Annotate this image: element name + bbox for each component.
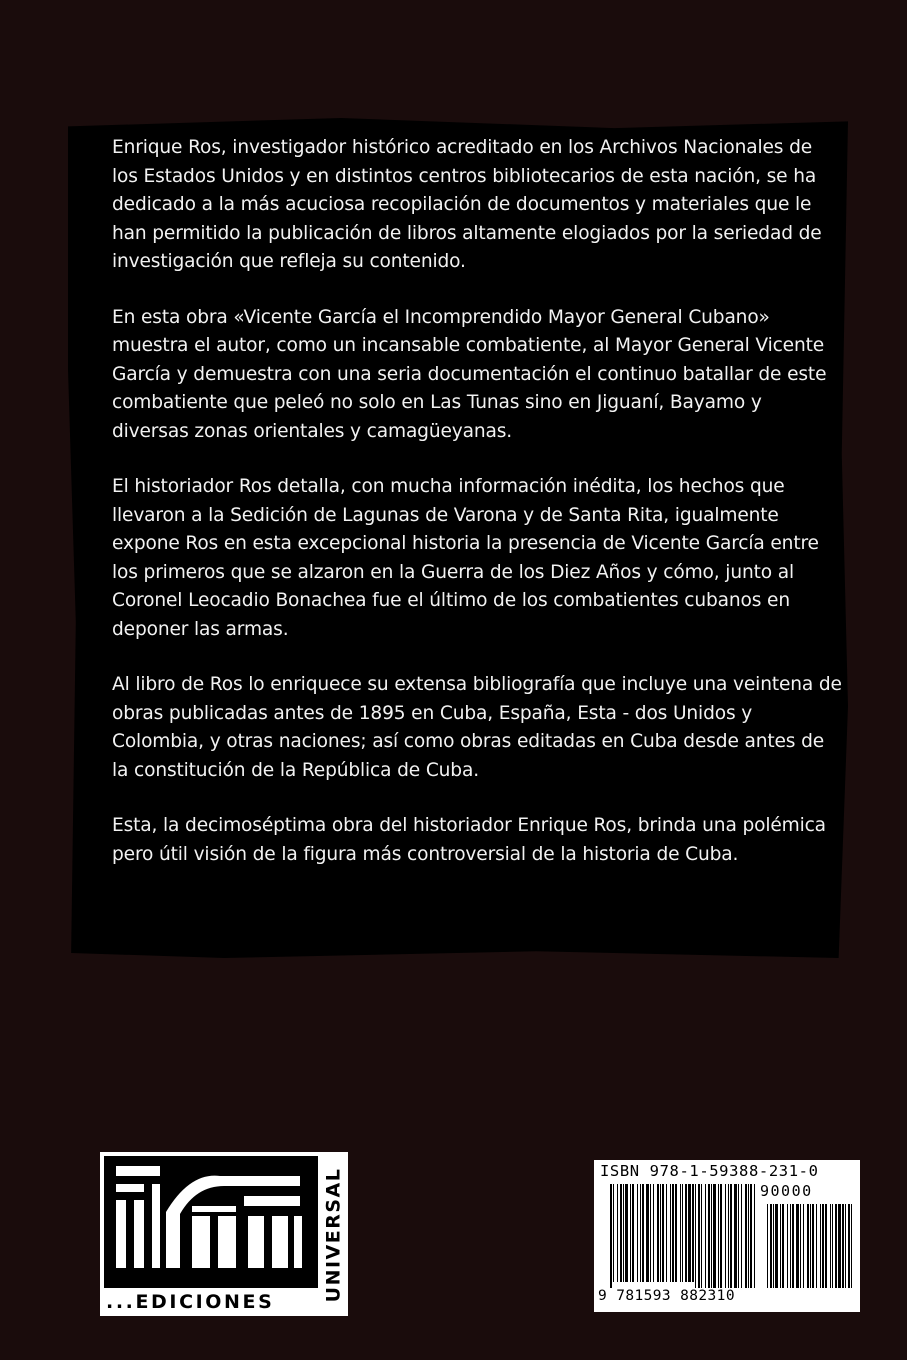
blurb-paragraph-5: Esta, la decimoséptima obra del historiador Enrique Ros, brinda una polémica pero útil visión de la figura más controversial de la historia de Cuba. xyxy=(112,815,826,865)
isbn-barcode xyxy=(594,1160,860,1312)
blurb-paragraph-4: Al libro de Ros lo enriquece su extensa bibliografía que incluye una veintena de obras publicadas antes de 1895 en Cuba, España, Esta - dos Unidos y Colombia, y otras naciones; así como obras editadas en Cuba desde antes de la constitución de la República de Cuba. xyxy=(112,674,842,781)
barcode-addon-number: 90000 xyxy=(760,1182,813,1200)
publisher-emblem-icon xyxy=(100,1152,320,1292)
blurb-paragraph-1: Enrique Ros, investigador histórico acreditado en los Archivos Nacionales de los Estados Unidos y en distintos centros bibliotecarios de esta nación, se ha dedicado a la más acuciosa recopilación de documentos y materiales que le han permitido la publicación de libros altamente elogiados por la seriedad de investigación que refleja su contenido. xyxy=(112,137,822,272)
publisher-logo xyxy=(100,1152,348,1316)
barcode-digits: 9 781593 882310 xyxy=(598,1288,735,1304)
publisher-name-vertical: UNIVERSAL xyxy=(322,1167,344,1303)
back-cover-blurb xyxy=(112,134,842,896)
blurb-paragraph-3: El historiador Ros detalla, con mucha información inédita, los hechos que llevaron a la Sedición de Lagunas de Varona y de Santa Rita, igualmente expone Ros en esta excepcional historia la presencia de Vicente García entre los primeros que se alzaron en la Guerra de los Diez Años y cómo, junto al Coronel Leocadio Bonachea fue el último de los combatientes cubanos en deponer las armas. xyxy=(112,476,819,640)
publisher-name-bottom: ...EDICIONES xyxy=(106,1291,275,1313)
isbn-text: ISBN 978-1-59388-231-0 xyxy=(600,1162,819,1180)
publisher-name-vertical-box xyxy=(320,1156,346,1314)
blurb-paragraph-2: En esta obra «Vicente García el Incomprendido Mayor General Cubano» muestra el autor, como un incansable combatiente, al Mayor General Vicente García y demuestra con una seria documentación el continuo batallar de este combatiente que peleó no solo en Las Tunas sino en Jiguaní, Bayamo y diversas zonas orientales y camagüeyanas. xyxy=(112,306,827,442)
